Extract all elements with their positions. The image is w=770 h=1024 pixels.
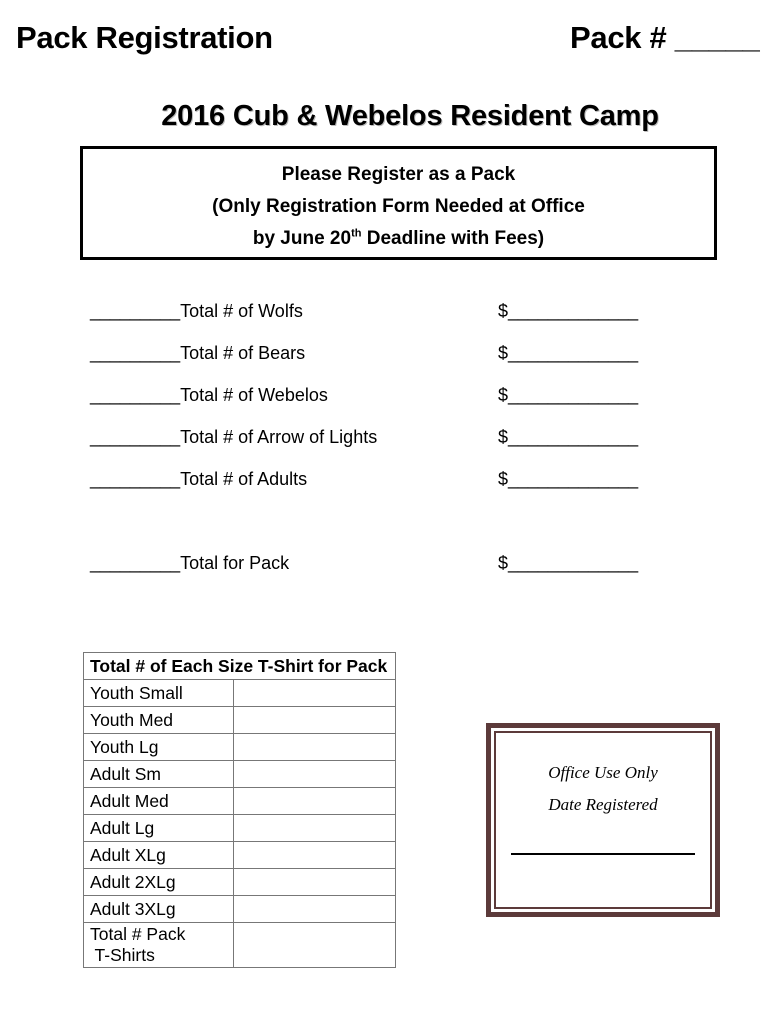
- registration-notice-box: [80, 146, 717, 260]
- camp-subtitle: 2016 Cub & Webelos Resident Camp: [161, 100, 659, 132]
- office-use-label: Office Use Only: [548, 763, 658, 782]
- table-row: [84, 842, 396, 869]
- total-shirts-label-line-1: Total # Pack: [90, 924, 186, 944]
- adults-count-field[interactable]: _________Total # of Adults: [90, 469, 308, 489]
- total-shirts-quantity-cell[interactable]: [234, 923, 396, 968]
- total-shirts-label-line-2: T-Shirts: [90, 945, 155, 965]
- table-row: [84, 734, 396, 761]
- table-row: [84, 680, 396, 707]
- size-quantity-cell[interactable]: [234, 896, 396, 923]
- size-label: Adult Sm: [84, 761, 234, 788]
- total-shirts-label: [84, 923, 234, 968]
- tshirt-size-table: [83, 652, 396, 968]
- notice-line-3: [83, 223, 714, 255]
- notice-superscript: th: [351, 227, 362, 240]
- page-title: Pack Registration: [16, 20, 273, 55]
- adults-amount-field[interactable]: $_____________: [498, 469, 639, 489]
- wolfs-count-field[interactable]: _________Total # of Wolfs: [90, 301, 303, 321]
- size-label: Adult 3XLg: [84, 896, 234, 923]
- size-quantity-cell[interactable]: [234, 761, 396, 788]
- notice-line-2: (Only Registration Form Needed at Office: [212, 196, 585, 217]
- webelos-amount-field[interactable]: $_____________: [498, 385, 639, 405]
- size-label: Adult XLg: [84, 842, 234, 869]
- size-quantity-cell[interactable]: [234, 734, 396, 761]
- size-label: Youth Med: [84, 707, 234, 734]
- office-use-box: [486, 723, 720, 917]
- webelos-count-field[interactable]: _________Total # of Webelos: [90, 385, 328, 405]
- notice-line-3-start: by June 20: [252, 228, 352, 249]
- office-use-inner-border: [494, 731, 712, 909]
- size-quantity-cell[interactable]: [234, 680, 396, 707]
- size-label: Youth Small: [84, 680, 234, 707]
- table-row: [84, 761, 396, 788]
- date-registered-line[interactable]: [511, 853, 695, 855]
- size-label: Adult Med: [84, 788, 234, 815]
- bears-amount-field[interactable]: $_____________: [498, 343, 639, 363]
- table-row: [84, 896, 396, 923]
- table-header-row: [84, 653, 396, 680]
- arrow-of-lights-count-field[interactable]: _________Total # of Arrow of Lights: [90, 427, 378, 447]
- size-quantity-cell[interactable]: [234, 869, 396, 896]
- table-row: [84, 707, 396, 734]
- size-label: Adult Lg: [84, 815, 234, 842]
- arrow-of-lights-amount-field[interactable]: $_____________: [498, 427, 639, 447]
- table-total-row: [84, 923, 396, 968]
- size-quantity-cell[interactable]: [234, 815, 396, 842]
- table-row: [84, 815, 396, 842]
- pack-total-count-field[interactable]: _________Total for Pack: [90, 553, 290, 573]
- size-label: Youth Lg: [84, 734, 234, 761]
- pack-total-amount-field[interactable]: $_____________: [498, 553, 639, 573]
- size-quantity-cell[interactable]: [234, 788, 396, 815]
- size-quantity-cell[interactable]: [234, 842, 396, 869]
- bears-count-field[interactable]: _________Total # of Bears: [90, 343, 306, 363]
- size-label: Adult 2XLg: [84, 869, 234, 896]
- date-registered-label: Date Registered: [548, 795, 658, 814]
- notice-line-3-end: Deadline with Fees): [361, 228, 545, 249]
- tshirt-table-header: Total # of Each Size T-Shirt for Pack: [84, 653, 396, 680]
- notice-line-1: Please Register as a Pack: [281, 164, 516, 185]
- table-row: [84, 869, 396, 896]
- wolfs-amount-field[interactable]: $_____________: [498, 301, 639, 321]
- size-quantity-cell[interactable]: [234, 707, 396, 734]
- pack-number-field[interactable]: Pack # _____: [570, 20, 760, 55]
- table-row: [84, 788, 396, 815]
